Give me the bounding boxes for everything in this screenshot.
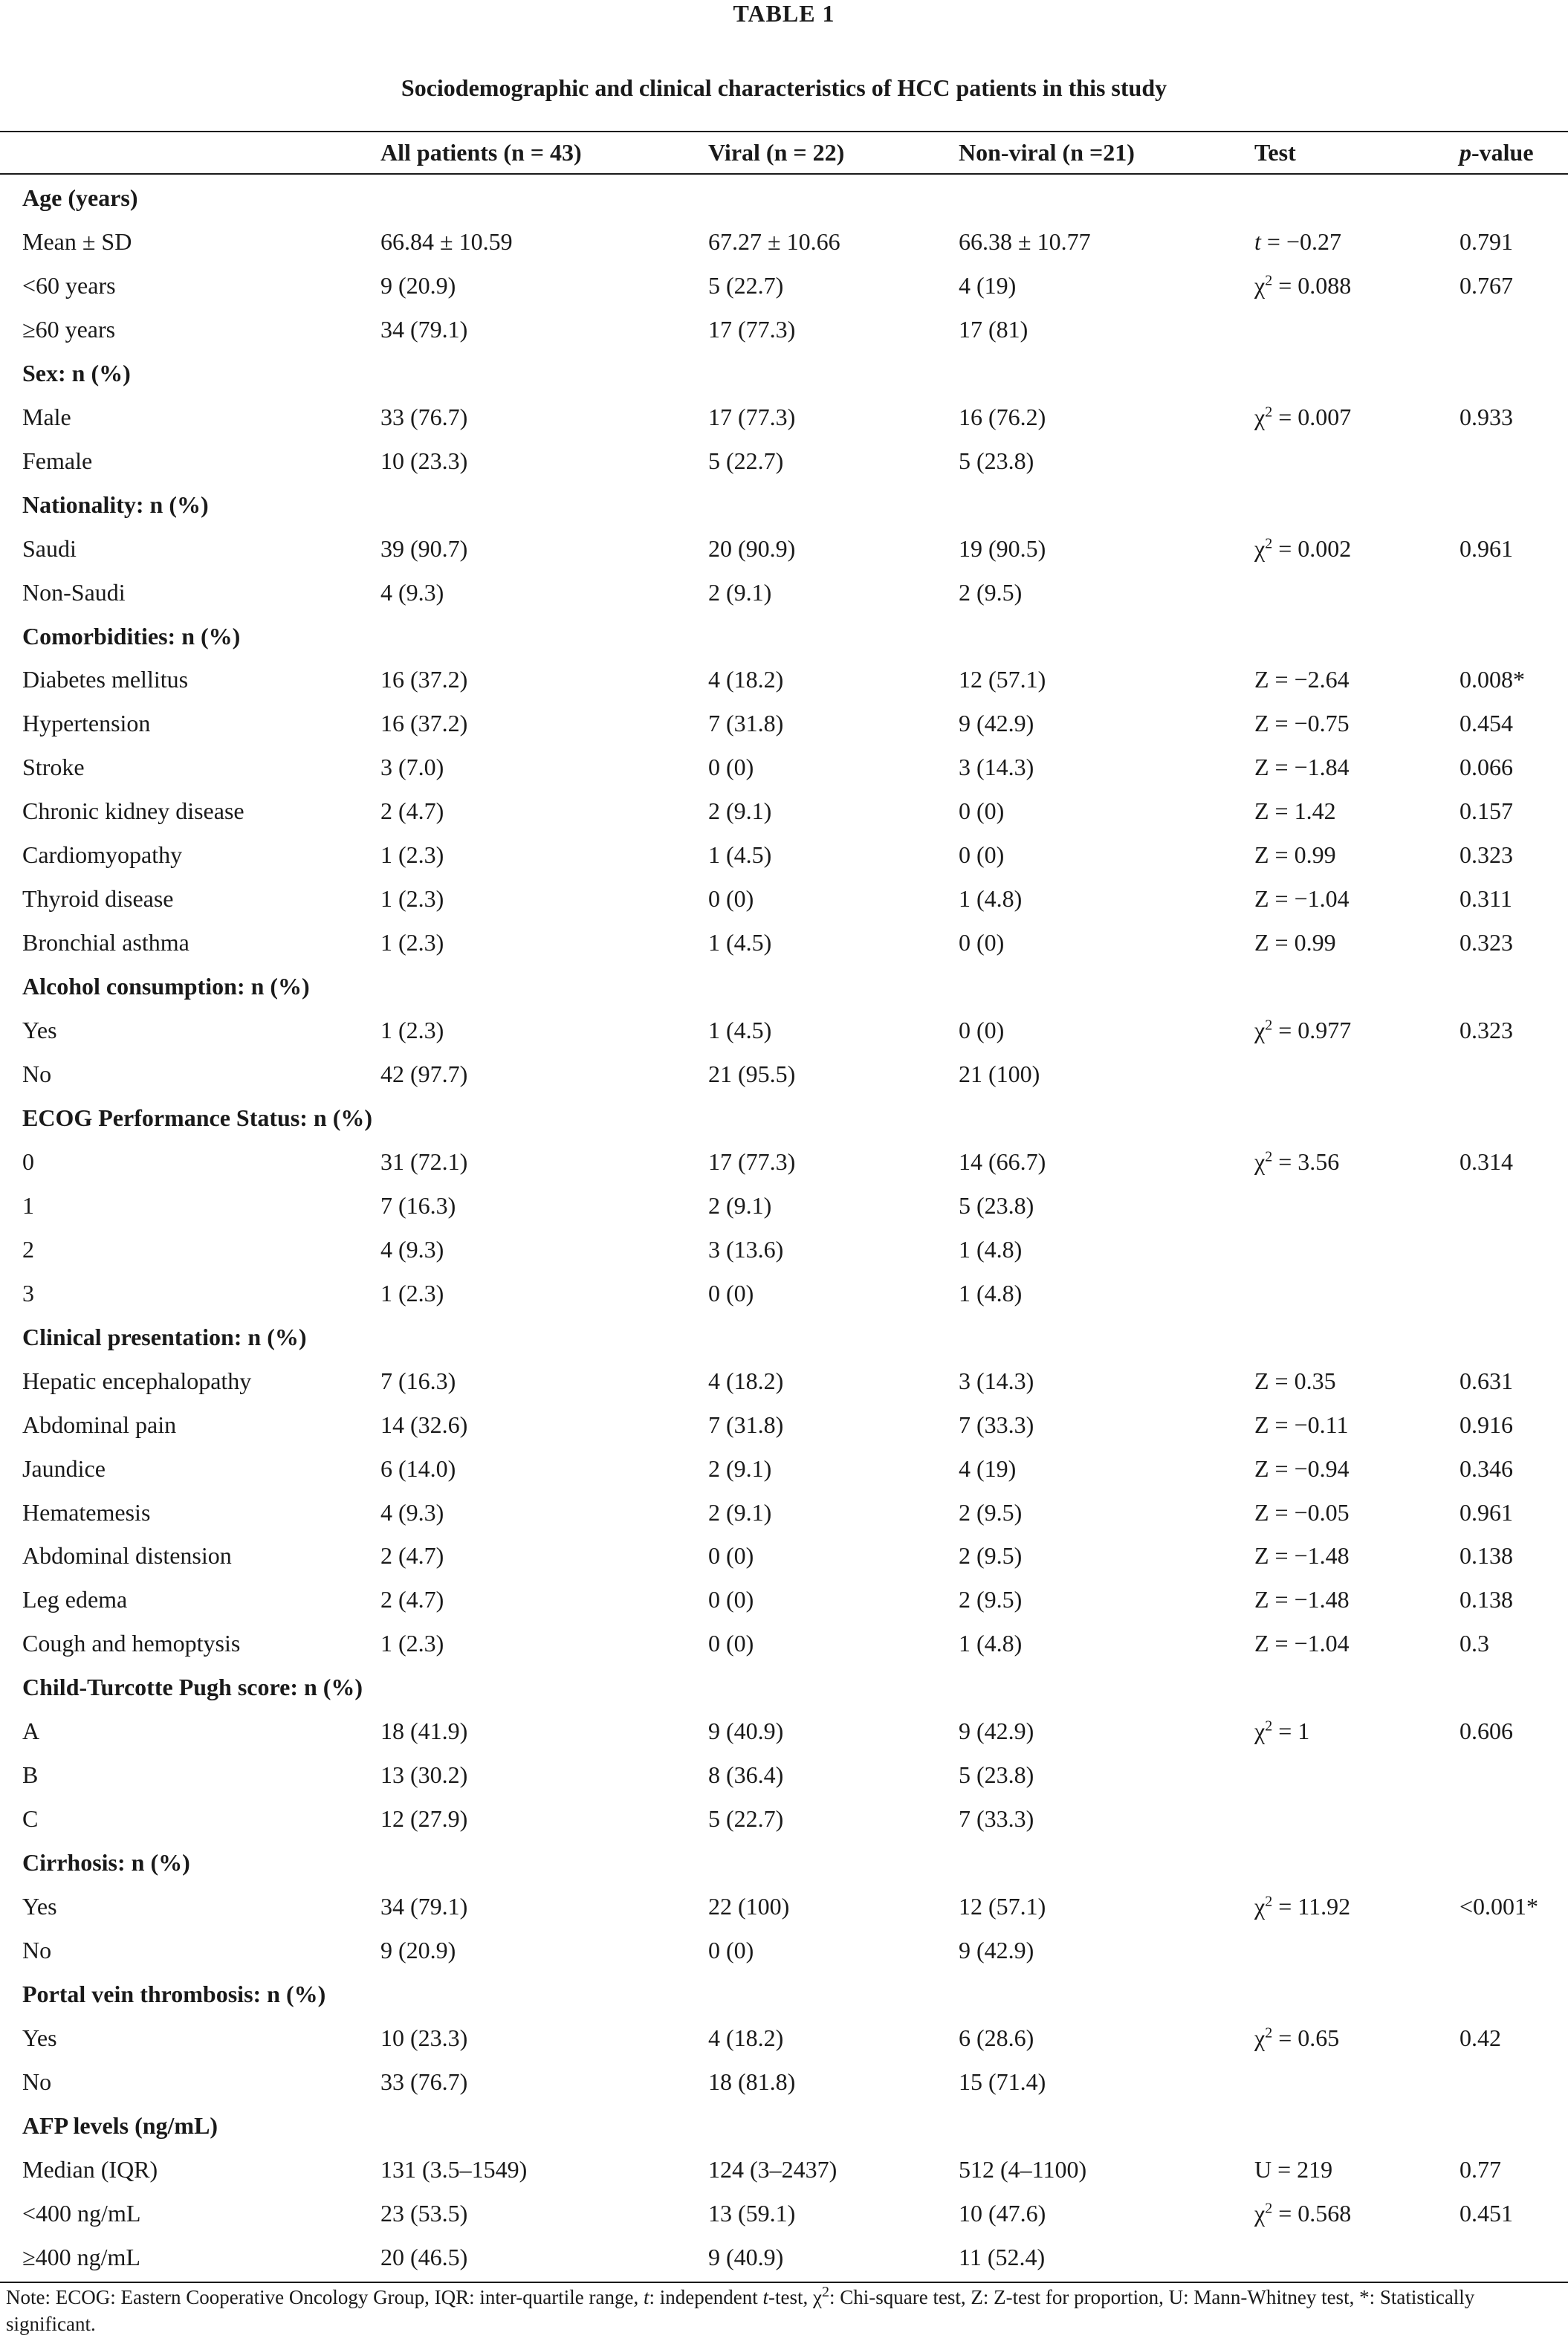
table-header-row xyxy=(0,132,1568,173)
row-label: Saudi xyxy=(22,534,77,562)
table-row xyxy=(0,921,1568,964)
cell-viral: 3 (13.6) xyxy=(708,1235,784,1263)
cell-p-value: 0.791 xyxy=(1460,227,1513,255)
cell-viral: 22 (100) xyxy=(708,1893,790,1920)
table-row xyxy=(0,2235,1568,2279)
column-header-p-value: p-value xyxy=(1460,139,1534,166)
cell-p-value: 0.42 xyxy=(1460,2024,1501,2051)
cell-all-patients: 1 (2.3) xyxy=(380,885,444,913)
row-label: Female xyxy=(22,447,93,474)
cell-p-value: 0.933 xyxy=(1460,403,1513,430)
section-label: Sex: n (%) xyxy=(22,359,131,386)
cell-all-patients: 34 (79.1) xyxy=(380,315,468,343)
table-row xyxy=(0,702,1568,745)
table-row xyxy=(0,1709,1568,1752)
cell-non-viral: 512 (4–1100) xyxy=(959,2155,1087,2183)
row-label: Median (IQR) xyxy=(22,2155,158,2183)
cell-all-patients: 23 (53.5) xyxy=(380,2199,468,2227)
table-row xyxy=(0,2148,1568,2191)
cell-test: U = 219 xyxy=(1254,2155,1333,2183)
cell-non-viral: 2 (9.5) xyxy=(959,1586,1023,1613)
row-label: <60 years xyxy=(22,271,116,299)
cell-all-patients: 66.84 ± 10.59 xyxy=(380,227,513,255)
cell-viral: 0 (0) xyxy=(708,1937,754,1963)
cell-viral: 2 (9.1) xyxy=(708,1191,772,1219)
cell-all-patients: 1 (2.3) xyxy=(380,1630,444,1657)
cell-viral: 0 (0) xyxy=(708,1542,754,1570)
cell-non-viral: 4 (19) xyxy=(959,271,1017,299)
row-label: Cardiomyopathy xyxy=(22,841,183,869)
cell-p-value: 0.314 xyxy=(1460,1147,1513,1175)
cell-all-patients: 31 (72.1) xyxy=(380,1147,468,1175)
row-label: Yes xyxy=(22,1017,57,1044)
cell-non-viral: 14 (66.7) xyxy=(959,1147,1046,1175)
table-row xyxy=(0,264,1568,307)
table-section-header xyxy=(0,1972,1568,2016)
cell-test: Z = 0.99 xyxy=(1254,841,1336,869)
cell-non-viral: 9 (42.9) xyxy=(959,710,1034,737)
cell-p-value: 0.767 xyxy=(1460,271,1513,299)
column-header-non-viral: Non-viral (n =21) xyxy=(959,139,1135,166)
cell-viral: 21 (95.5) xyxy=(708,1061,796,1087)
cell-viral: 0 (0) xyxy=(708,885,754,913)
row-label: Abdominal distension xyxy=(22,1542,232,1570)
cell-non-viral: 66.38 ± 10.77 xyxy=(959,227,1091,255)
cell-non-viral: 21 (100) xyxy=(959,1061,1040,1087)
row-label: ≥60 years xyxy=(22,315,116,343)
table-row xyxy=(0,1885,1568,1928)
table-row xyxy=(0,1008,1568,1052)
row-label: Cough and hemoptysis xyxy=(22,1630,241,1657)
cell-viral: 2 (9.1) xyxy=(708,797,772,825)
table-row xyxy=(0,571,1568,614)
cell-non-viral: 5 (23.8) xyxy=(959,1191,1034,1219)
row-label: 3 xyxy=(22,1279,34,1307)
row-label: Stroke xyxy=(22,754,85,781)
cell-test: $\chi^2 = 0.007$ xyxy=(1254,403,1352,430)
cell-p-value: 0.008* xyxy=(1460,666,1525,693)
cell-test: $\chi^2 = 0.568$ xyxy=(1254,2199,1352,2227)
cell-all-patients: 39 (90.7) xyxy=(380,534,468,562)
section-label: Age (years) xyxy=(22,184,138,211)
cell-viral: 4 (18.2) xyxy=(708,2024,784,2051)
table-row xyxy=(0,1929,1568,1972)
cell-viral: 1 (4.5) xyxy=(708,841,772,869)
cell-non-viral: 12 (57.1) xyxy=(959,666,1046,693)
table-row xyxy=(0,1052,1568,1095)
row-label: 2 xyxy=(22,1235,34,1263)
table-row xyxy=(0,1797,1568,1840)
cell-viral: 5 (22.7) xyxy=(708,447,784,474)
table-row xyxy=(0,2060,1568,2103)
table-section-header xyxy=(0,176,1568,219)
cell-viral: 4 (18.2) xyxy=(708,666,784,693)
cell-viral: 17 (77.3) xyxy=(708,1147,796,1175)
section-label: Alcohol consumption: n (%) xyxy=(22,973,310,1000)
table-section-header xyxy=(0,1315,1568,1359)
cell-viral: 1 (4.5) xyxy=(708,1017,772,1044)
cell-viral: 2 (9.1) xyxy=(708,1498,772,1526)
cell-p-value: 0.451 xyxy=(1460,2199,1513,2227)
row-label: Mean ± SD xyxy=(22,227,132,255)
table-row xyxy=(0,1403,1568,1446)
row-label: Yes xyxy=(22,2024,57,2051)
cell-viral: 0 (0) xyxy=(708,754,754,781)
row-label: 1 xyxy=(22,1191,34,1219)
cell-p-value: 0.961 xyxy=(1460,534,1513,562)
table-section-header xyxy=(0,2104,1568,2147)
table-section-header xyxy=(0,352,1568,395)
cell-all-patients: 1 (2.3) xyxy=(380,1017,444,1044)
cell-non-viral: 5 (23.8) xyxy=(959,1761,1034,1789)
cell-non-viral: 7 (33.3) xyxy=(959,1411,1034,1438)
table-section-header xyxy=(0,615,1568,658)
section-label: Comorbidities: n (%) xyxy=(22,622,241,650)
cell-non-viral: 2 (9.5) xyxy=(959,1498,1023,1526)
cell-p-value: 0.961 xyxy=(1460,1498,1513,1526)
cell-all-patients: 33 (76.7) xyxy=(380,403,468,430)
cell-all-patients: 9 (20.9) xyxy=(380,271,456,299)
cell-all-patients: 2 (4.7) xyxy=(380,1542,444,1570)
table-body xyxy=(0,176,1568,2279)
table-row xyxy=(0,527,1568,570)
cell-viral: 18 (81.8) xyxy=(708,2068,796,2095)
section-label: AFP levels (ng/mL) xyxy=(22,2111,218,2139)
cell-viral: 67.27 ± 10.66 xyxy=(708,227,840,255)
column-header-test: Test xyxy=(1254,139,1296,166)
cell-viral: 9 (40.9) xyxy=(708,2243,784,2270)
row-label: Non-Saudi xyxy=(22,578,126,606)
table-row xyxy=(0,395,1568,438)
cell-all-patients: 4 (9.3) xyxy=(380,1498,444,1526)
cell-all-patients: 10 (23.3) xyxy=(380,2024,468,2051)
table-section-header xyxy=(0,1841,1568,1884)
cell-all-patients: 2 (4.7) xyxy=(380,1586,444,1613)
table-section-header xyxy=(0,1096,1568,1139)
cell-all-patients: 33 (76.7) xyxy=(380,2068,468,2095)
cell-non-viral: 19 (90.5) xyxy=(959,534,1046,562)
table-row xyxy=(0,658,1568,701)
cell-non-viral: 3 (14.3) xyxy=(959,1367,1034,1394)
cell-test: Z = −0.75 xyxy=(1254,710,1350,737)
cell-test: Z = −0.05 xyxy=(1254,1498,1350,1526)
cell-non-viral: 0 (0) xyxy=(959,1017,1005,1044)
cell-p-value: 0.323 xyxy=(1460,929,1513,956)
cell-test: $\chi^2 = 0.977$ xyxy=(1254,1017,1352,1044)
row-label: Diabetes mellitus xyxy=(22,666,189,693)
cell-all-patients: 20 (46.5) xyxy=(380,2243,468,2270)
table-row xyxy=(0,1140,1568,1183)
cell-viral: 0 (0) xyxy=(708,1586,754,1613)
cell-all-patients: 4 (9.3) xyxy=(380,578,444,606)
section-label: Cirrhosis: n (%) xyxy=(22,1849,190,1877)
cell-non-viral: 1 (4.8) xyxy=(959,1630,1023,1657)
row-label: B xyxy=(22,1761,39,1789)
cell-non-viral: 1 (4.8) xyxy=(959,1235,1023,1263)
cell-viral: 9 (40.9) xyxy=(708,1717,784,1745)
cell-non-viral: 1 (4.8) xyxy=(959,885,1023,913)
cell-all-patients: 16 (37.2) xyxy=(380,666,468,693)
cell-all-patients: 18 (41.9) xyxy=(380,1717,468,1745)
cell-p-value: 0.311 xyxy=(1460,885,1512,913)
row-label: A xyxy=(22,1717,40,1745)
cell-non-viral: 0 (0) xyxy=(959,797,1005,825)
cell-non-viral: 15 (71.4) xyxy=(959,2068,1046,2095)
table-header-rule xyxy=(0,173,1568,175)
cell-viral: 124 (3–2437) xyxy=(708,2155,838,2183)
table-row xyxy=(0,220,1568,263)
cell-non-viral: 16 (76.2) xyxy=(959,403,1046,430)
cell-viral: 4 (18.2) xyxy=(708,1367,784,1394)
table-row xyxy=(0,745,1568,789)
cell-non-viral: 6 (28.6) xyxy=(959,2024,1034,2051)
row-label: Yes xyxy=(22,1893,57,1920)
row-label: Bronchial asthma xyxy=(22,929,189,956)
cell-all-patients: 13 (30.2) xyxy=(380,1761,468,1789)
row-label: Chronic kidney disease xyxy=(22,797,244,825)
cell-all-patients: 6 (14.0) xyxy=(380,1454,456,1482)
cell-test: $\chi^2 = 0.65$ xyxy=(1254,2024,1340,2051)
table-row xyxy=(0,439,1568,482)
table-row xyxy=(0,1622,1568,1665)
cell-all-patients: 12 (27.9) xyxy=(380,1805,468,1833)
cell-test: Z = −0.94 xyxy=(1254,1454,1350,1482)
cell-non-viral: 9 (42.9) xyxy=(959,1717,1034,1745)
cell-viral: 7 (31.8) xyxy=(708,710,784,737)
section-label: ECOG Performance Status: n (%) xyxy=(22,1104,373,1131)
cell-non-viral: 1 (4.8) xyxy=(959,1279,1023,1307)
cell-p-value: 0.606 xyxy=(1460,1717,1513,1745)
column-header-viral: Viral (n = 22) xyxy=(708,139,845,166)
cell-p-value: 0.157 xyxy=(1460,797,1513,825)
cell-test: $\chi^2 = 0.002$ xyxy=(1254,534,1352,562)
cell-viral: 5 (22.7) xyxy=(708,271,784,299)
table-row xyxy=(0,2192,1568,2235)
cell-test: Z = 1.42 xyxy=(1254,797,1336,825)
cell-all-patients: 3 (7.0) xyxy=(380,754,444,781)
table-row xyxy=(0,1534,1568,1577)
cell-p-value: 0.454 xyxy=(1460,710,1513,737)
cell-test: Z = −1.04 xyxy=(1254,1630,1350,1657)
cell-all-patients: 34 (79.1) xyxy=(380,1893,468,1920)
cell-p-value: 0.066 xyxy=(1460,754,1513,781)
cell-all-patients: 9 (20.9) xyxy=(380,1937,456,1963)
row-label: No xyxy=(22,2068,52,2095)
cell-test: Z = −1.48 xyxy=(1254,1542,1350,1570)
row-label: <400 ng/mL xyxy=(22,2199,141,2227)
cell-viral: 5 (22.7) xyxy=(708,1805,784,1833)
row-label: Male xyxy=(22,403,71,430)
cell-all-patients: 1 (2.3) xyxy=(380,841,444,869)
row-label: Thyroid disease xyxy=(22,885,174,913)
cell-non-viral: 10 (47.6) xyxy=(959,2199,1046,2227)
table-note: Note: ECOG: Eastern Cooperative Oncology Group, IQR: inter-quartile range, t: independent t-test, $\chi^2$: Chi-square test, Z: Z-test for proportion, U: Mann-Whitney test, *: Statistically significant. xyxy=(6,2284,1475,2335)
cell-p-value: 0.631 xyxy=(1460,1367,1513,1394)
row-label: Hepatic encephalopathy xyxy=(22,1367,252,1394)
table-row xyxy=(0,1272,1568,1315)
cell-viral: 13 (59.1) xyxy=(708,2199,796,2227)
table-row xyxy=(0,1447,1568,1490)
cell-viral: 20 (90.9) xyxy=(708,534,796,562)
cell-viral: 0 (0) xyxy=(708,1279,754,1307)
cell-non-viral: 3 (14.3) xyxy=(959,754,1034,781)
cell-all-patients: 7 (16.3) xyxy=(380,1367,456,1394)
cell-p-value: 0.323 xyxy=(1460,1017,1513,1044)
cell-p-value: 0.916 xyxy=(1460,1411,1513,1438)
table-row xyxy=(0,1228,1568,1271)
cell-p-value: 0.77 xyxy=(1460,2155,1501,2183)
cell-all-patients: 1 (2.3) xyxy=(380,1279,444,1307)
cell-all-patients: 2 (4.7) xyxy=(380,797,444,825)
cell-viral: 1 (4.5) xyxy=(708,929,772,956)
cell-all-patients: 42 (97.7) xyxy=(380,1061,468,1087)
cell-test: $\chi^2 = 1$ xyxy=(1254,1717,1310,1745)
cell-non-viral: 4 (19) xyxy=(959,1454,1017,1482)
cell-viral: 0 (0) xyxy=(708,1630,754,1657)
cell-test: $\chi^2 = 11.92$ xyxy=(1254,1893,1351,1920)
cell-non-viral: 12 (57.1) xyxy=(959,1893,1046,1920)
cell-all-patients: 14 (32.6) xyxy=(380,1411,468,1438)
cell-all-patients: 16 (37.2) xyxy=(380,710,468,737)
cell-non-viral: 2 (9.5) xyxy=(959,1542,1023,1570)
cell-test: $\chi^2 = 0.088$ xyxy=(1254,271,1352,299)
cell-non-viral: 11 (52.4) xyxy=(959,2243,1046,2270)
cell-viral: 2 (9.1) xyxy=(708,578,772,606)
row-label: 0 xyxy=(22,1147,34,1175)
cell-test: Z = −0.11 xyxy=(1254,1411,1349,1438)
table-section-header xyxy=(0,1665,1568,1709)
table-row xyxy=(0,789,1568,832)
row-label: Hematemesis xyxy=(22,1498,151,1526)
cell-all-patients: 7 (16.3) xyxy=(380,1191,456,1219)
cell-p-value: 0.346 xyxy=(1460,1454,1513,1482)
table-row xyxy=(0,2016,1568,2059)
table-row xyxy=(0,1753,1568,1796)
table-row xyxy=(0,1359,1568,1402)
cell-all-patients: 4 (9.3) xyxy=(380,1235,444,1263)
cell-non-viral: 5 (23.8) xyxy=(959,447,1034,474)
cell-test: $\chi^2 = 3.56$ xyxy=(1254,1147,1340,1175)
row-label: Leg edema xyxy=(22,1586,128,1613)
cell-viral: 2 (9.1) xyxy=(708,1454,772,1482)
cell-viral: 17 (77.3) xyxy=(708,315,796,343)
cell-non-viral: 9 (42.9) xyxy=(959,1937,1034,1963)
cell-non-viral: 0 (0) xyxy=(959,841,1005,869)
cell-non-viral: 17 (81) xyxy=(959,315,1028,343)
row-label: ≥400 ng/mL xyxy=(22,2243,140,2270)
cell-test: Z = 0.99 xyxy=(1254,929,1336,956)
cell-non-viral: 7 (33.3) xyxy=(959,1805,1034,1833)
cell-all-patients: 1 (2.3) xyxy=(380,929,444,956)
table-row xyxy=(0,1184,1568,1227)
table-section-header xyxy=(0,965,1568,1008)
cell-p-value: 0.138 xyxy=(1460,1586,1513,1613)
column-header-all-patients: All patients (n = 43) xyxy=(380,139,582,166)
cell-p-value: 0.3 xyxy=(1460,1630,1489,1657)
table-row xyxy=(0,308,1568,351)
table-row xyxy=(0,1578,1568,1621)
row-label: C xyxy=(22,1805,39,1833)
section-label: Clinical presentation: n (%) xyxy=(22,1323,307,1350)
row-label: No xyxy=(22,1061,52,1087)
row-label: Hypertension xyxy=(22,710,151,737)
table-row xyxy=(0,833,1568,876)
cell-p-value: 0.138 xyxy=(1460,1542,1513,1570)
cell-non-viral: 0 (0) xyxy=(959,929,1005,956)
row-label: Jaundice xyxy=(22,1454,106,1482)
cell-test: Z = −1.84 xyxy=(1254,754,1350,781)
cell-p-value: <0.001* xyxy=(1460,1893,1539,1920)
row-label: No xyxy=(22,1937,52,1963)
table-label: TABLE 1 xyxy=(733,0,835,27)
table-row xyxy=(0,1491,1568,1534)
table-bottom-rule xyxy=(0,2282,1568,2283)
cell-test: Z = 0.35 xyxy=(1254,1367,1336,1394)
cell-test: Z = −1.48 xyxy=(1254,1586,1350,1613)
cell-non-viral: 2 (9.5) xyxy=(959,578,1023,606)
cell-all-patients: 131 (3.5–1549) xyxy=(380,2155,528,2183)
cell-test: Z = −2.64 xyxy=(1254,666,1350,693)
table-row xyxy=(0,877,1568,920)
cell-p-value: 0.323 xyxy=(1460,841,1513,869)
cell-test: t = −0.27 xyxy=(1254,227,1341,255)
cell-test: Z = −1.04 xyxy=(1254,885,1350,913)
section-label: Child-Turcotte Pugh score: n (%) xyxy=(22,1674,363,1701)
table-section-header xyxy=(0,483,1568,526)
section-label: Portal vein thrombosis: n (%) xyxy=(22,1980,326,2007)
cell-viral: 8 (36.4) xyxy=(708,1761,784,1789)
cell-all-patients: 10 (23.3) xyxy=(380,447,468,474)
cell-viral: 7 (31.8) xyxy=(708,1411,784,1438)
row-label: Abdominal pain xyxy=(22,1411,177,1438)
table-caption: Sociodemographic and clinical characteristics of HCC patients in this study xyxy=(401,74,1167,101)
cell-viral: 17 (77.3) xyxy=(708,403,796,430)
section-label: Nationality: n (%) xyxy=(22,491,209,518)
